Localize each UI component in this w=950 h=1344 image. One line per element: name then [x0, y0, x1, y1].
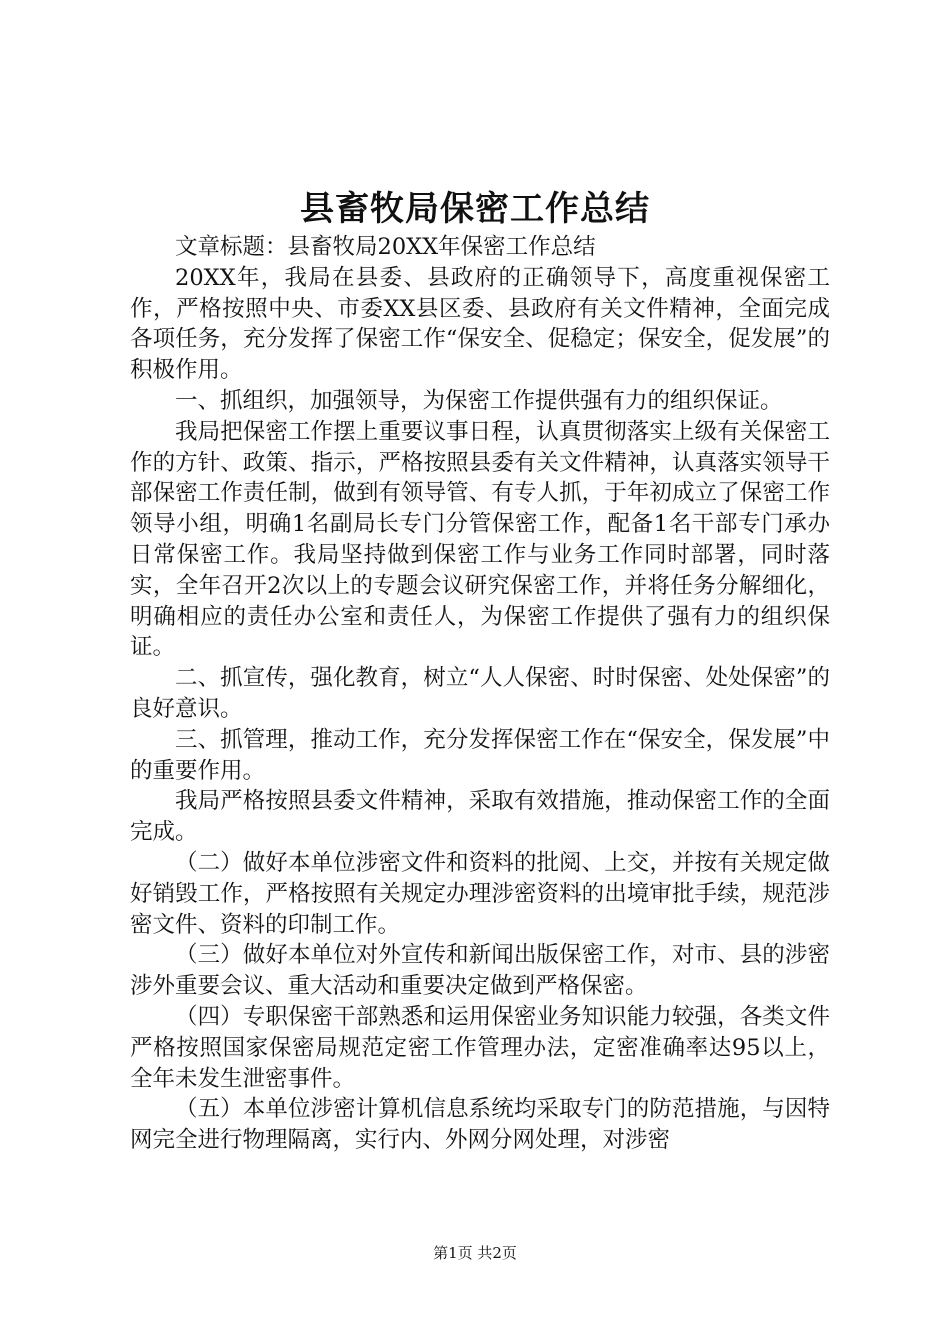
list-item-5: （五）本单位涉密计算机信息系统均采取专门的防范措施，与因特网完全进行物理隔离，实行内、外网分网处理，对涉密 [130, 1096, 830, 1154]
paragraph-management: 我局严格按照县委文件精神，采取有效措施，推动保密工作的全面完成。 [130, 788, 830, 846]
list-item-3: （三）做好本单位对外宣传和新闻出版保密工作，对市、县的涉密涉外重要会议、重大活动和重要决定做到严格保密。 [130, 942, 830, 1000]
article-title-line: 文章标题：县畜牧局20XX年保密工作总结 [175, 234, 596, 260]
list-item-4: （四）专职保密干部熟悉和运用保密业务知识能力较强，各类文件严格按照国家保密局规范定密工作管理办法，定密准确率达95以上，全年未发生泄密事件。 [130, 1003, 830, 1092]
list-item-2: （二）做好本单位涉密文件和资料的批阅、上交，并按有关规定做好销毁工作，严格按照有关规定办理涉密资料的出境审批手续，规范涉密文件、资料的印制工作。 [130, 849, 830, 938]
document-title: 县畜牧局保密工作总结 [300, 189, 650, 229]
paragraph-intro: 20XX年，我局在县委、县政府的正确领导下，高度重视保密工作，严格按照中央、市委XX县区委、县政府有关文件精神，全面完成各项任务，充分发挥了保密工作“保安全、促稳定；保安全，促发展”的积极作用。 [130, 264, 830, 384]
document-body [130, 232, 830, 1156]
section-heading-3: 三、抓管理，推动工作，充分发挥保密工作在“保安全，保发展”中的重要作用。 [130, 726, 830, 784]
page-number-footer: 第1页 共2页 [433, 1244, 517, 1262]
paragraph-organization: 我局把保密工作摆上重要议事日程，认真贯彻落实上级有关保密工作的方针、政策、指示，严格按照县委有关文件精神，认真落实领导干部保密工作责任制，做到有领导管、有专人抓，于年初成立了保密工作领导小组，明确1名副局长专门分管保密工作，配备1名干部专门承办日常保密工作。我局坚持做到保密工作与业务工作同时部署，同时落实，全年召开2次以上的专题会议研究保密工作，并将任务分解细化，明确相应的责任办公室和责任人，为保密工作提供了强有力的组织保证。 [130, 418, 830, 661]
section-heading-1: 一、抓组织，加强领导，为保密工作提供强有力的组织保证。 [175, 387, 783, 414]
section-heading-2: 二、抓宣传，强化教育，树立“人人保密、时时保密、处处保密”的良好意识。 [130, 665, 830, 722]
